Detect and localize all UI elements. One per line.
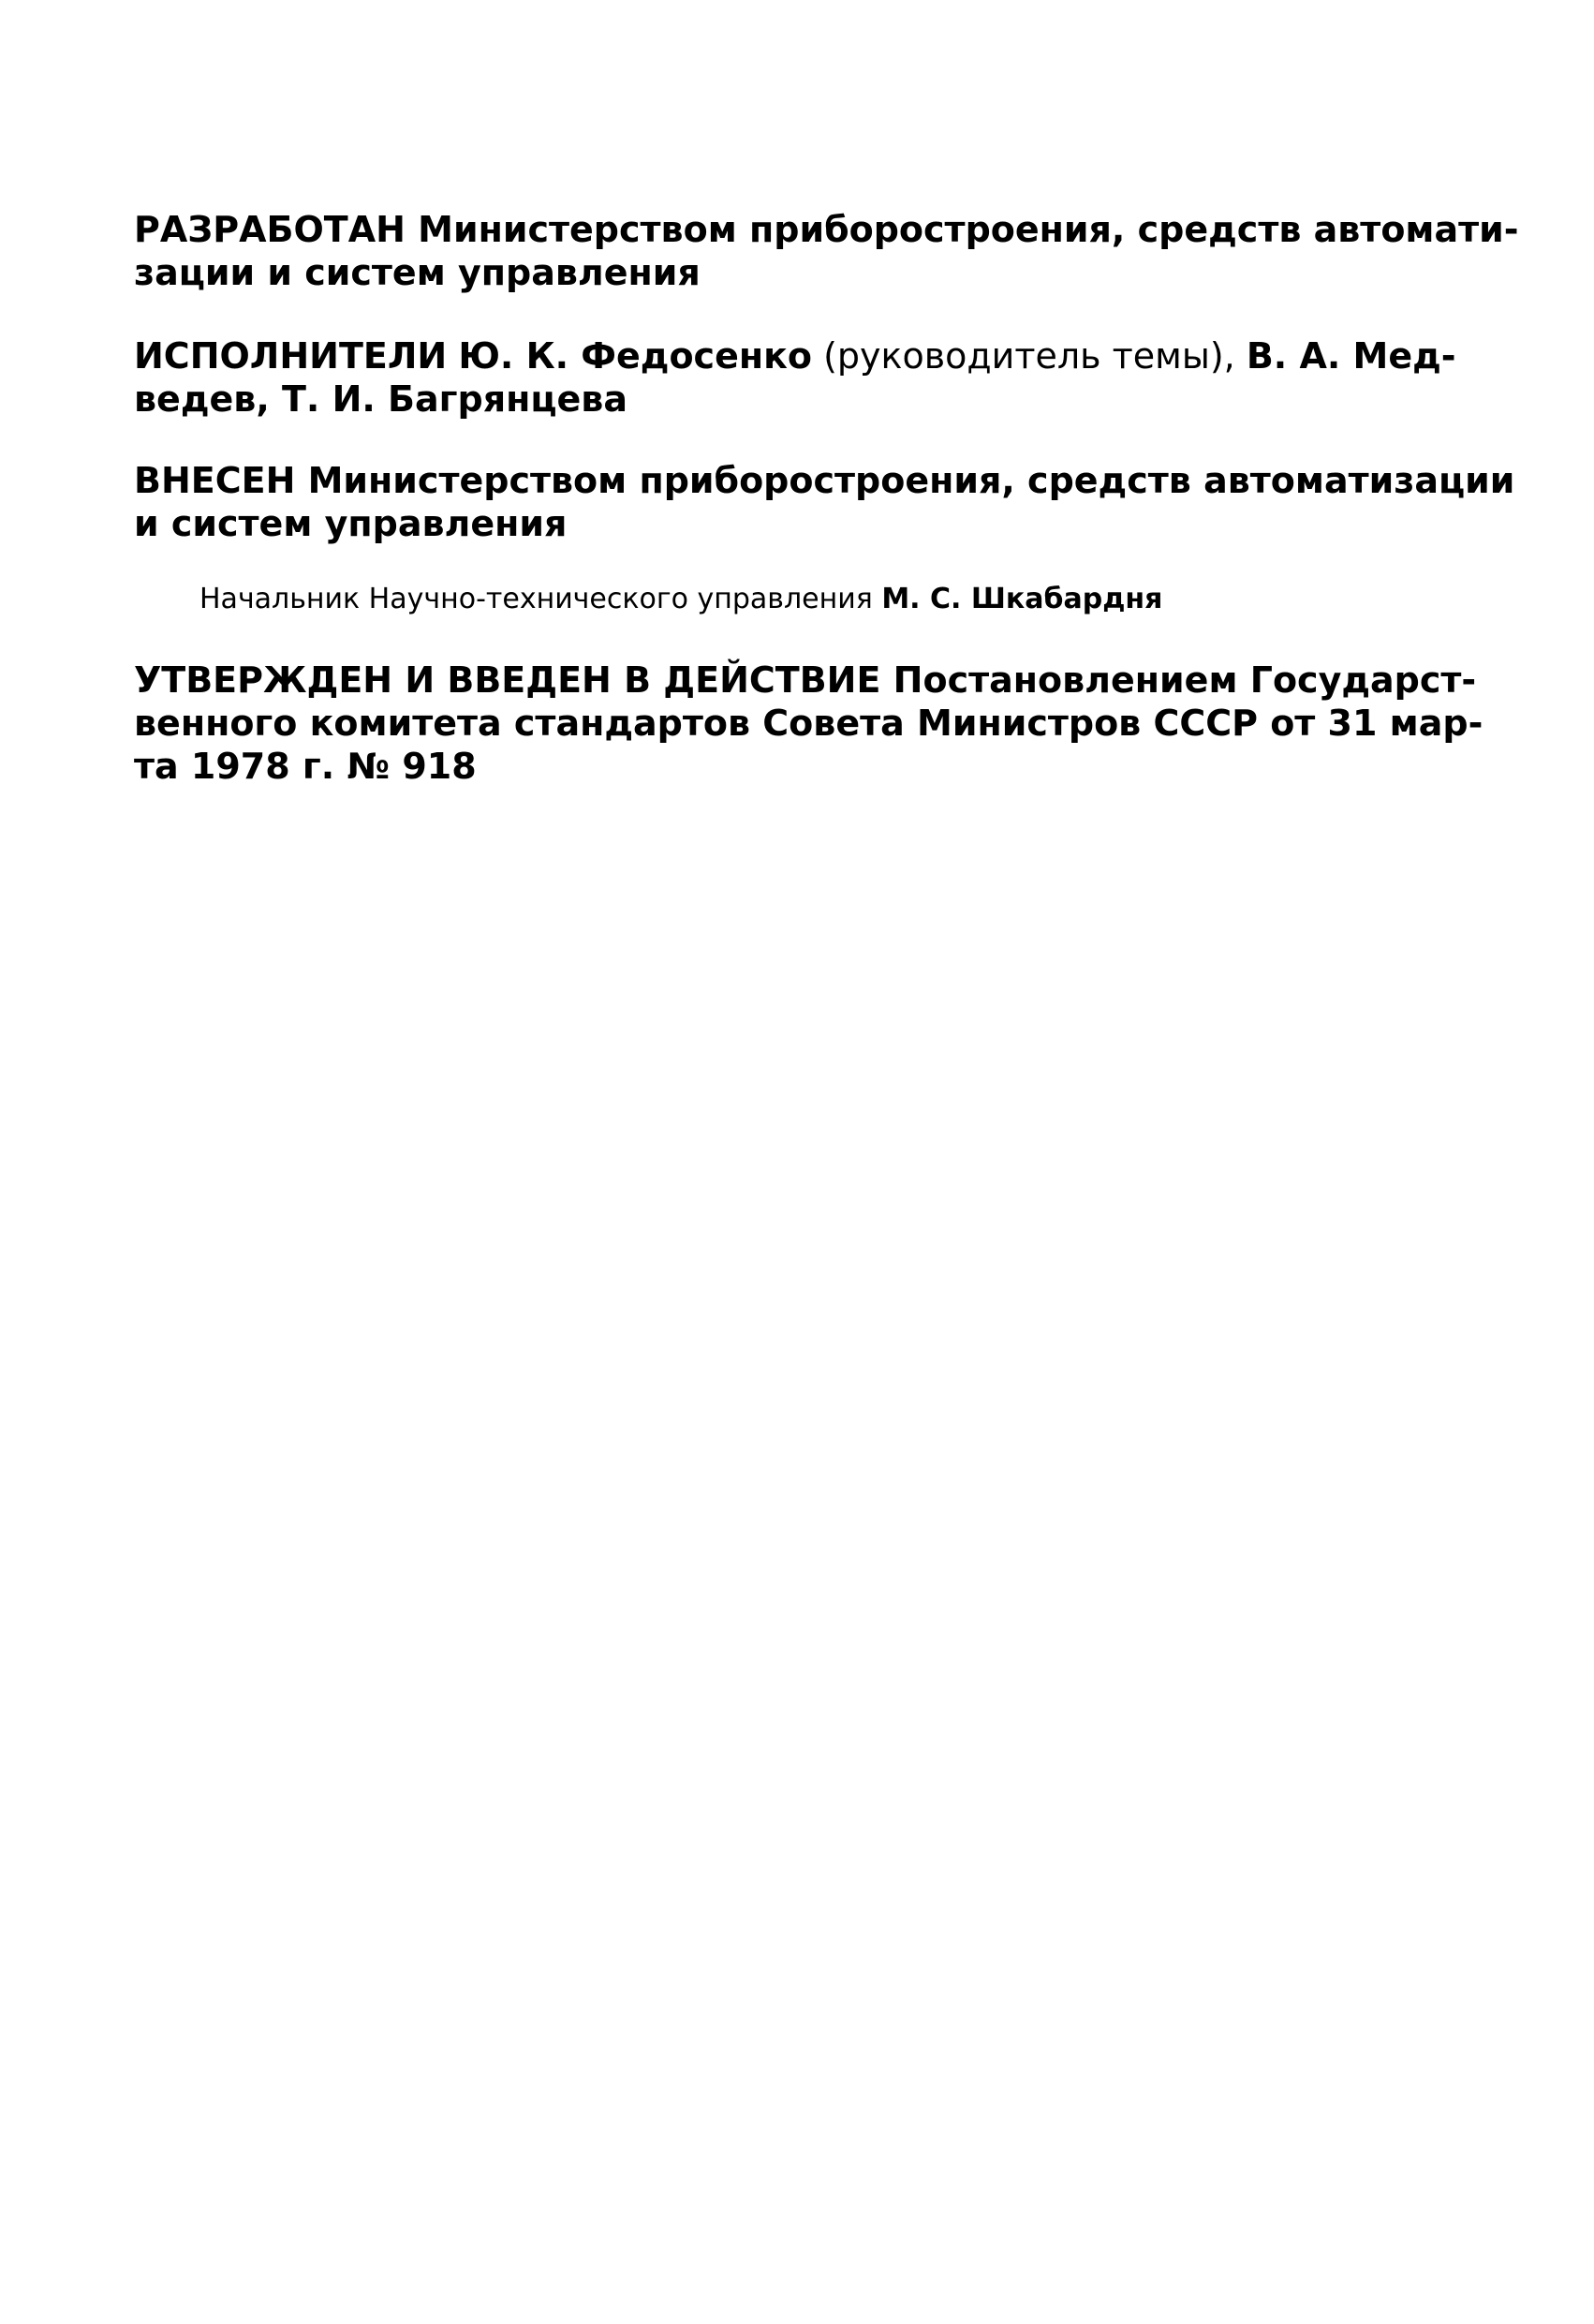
introduced-section — [134, 459, 1515, 545]
introduced-text-1: Министерством приборостроения, средств автоматизации — [307, 460, 1515, 501]
introduced-label: ВНЕСЕН — [134, 460, 296, 501]
approved-line-3: та 1978 г. № 918 — [134, 746, 477, 787]
approved-line-1 — [134, 659, 1477, 702]
executors-line-2: ведев, Т. И. Багрянцева — [134, 378, 627, 420]
developed-section — [134, 208, 1519, 294]
chief-line — [199, 581, 1162, 618]
approved-section — [134, 659, 1483, 788]
executor-role: (руководитель темы), — [823, 335, 1235, 377]
developed-label: РАЗРАБОТАН — [134, 209, 406, 250]
introduced-line-1 — [134, 459, 1515, 502]
approved-line-2: венного комитета стандартов Совета Министров СССР от 31 мар- — [134, 703, 1483, 744]
chief-title: Начальник Научно-технического управления — [199, 583, 873, 615]
chief-name: М. С. Шкабардня — [881, 583, 1163, 615]
executors-label: ИСПОЛНИТЕЛИ — [134, 335, 448, 377]
developed-line-2: зации и систем управления — [134, 252, 701, 293]
approved-text-1: Постановлением Государст- — [893, 659, 1477, 701]
developed-text-1: Министерством приборостроения, средств автомати- — [418, 209, 1519, 250]
executor-name-1: Ю. К. Федосенко — [458, 335, 813, 377]
executors-section — [134, 334, 1456, 421]
executor-name-2-part: В. А. Мед- — [1246, 335, 1456, 377]
developed-line-1 — [134, 208, 1519, 251]
approved-label: УТВЕРЖДЕН И ВВЕДЕН В ДЕЙСТВИЕ — [134, 659, 881, 701]
executors-line-1 — [134, 334, 1456, 377]
introduced-line-2: и систем управления — [134, 503, 568, 544]
